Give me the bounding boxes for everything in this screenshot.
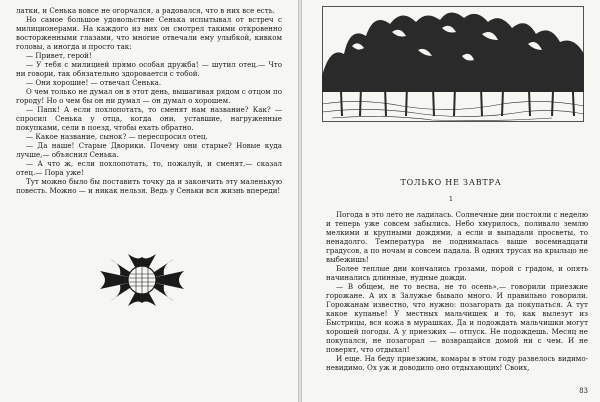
left-page-text <box>16 6 282 195</box>
forest-illustration <box>322 6 584 122</box>
paragraph: — В общем, не то весна, не то осень»,— говорили приезжие горожане. А их в Залужье бывало много. И правильно говорили. Горожанам известно, что нужно: позагорать да покупаться. А тут какое купанье! У местных мальчишек и то, как вылезут из Быстрицы, вся кожа в мурашках. Да и подождать мальчишки могут хорошей погоды. А у приезжих — отпуск. Не подождешь. Месяц не покупался, не позагорал — возвращайся домой ни с чем. И не поверят, что отдыхал! <box>326 282 588 354</box>
right-page-text <box>326 210 588 372</box>
right-page <box>302 0 600 402</box>
paragraph: — У тебя с милицией прямо особая дружба! — шутил отец.— Что ни говори, так обязательно здоровается с тобой. <box>16 60 282 78</box>
paragraph: Погода в это лето не ладилась. Солнечные дни постояли с неделю и теперь уже совсем забылись. Небо хмурилось, поливало землю мелкими и крупными дождями, а если и выпадали просветы, то ненадолго. Температура не поднималась выше восемнадцати градусов, а по ночам и совсем падала. В одних трусах на крыльцо не выбежишь! <box>326 210 588 264</box>
paragraph: О чем только не думал он в этот день, вышагивая рядом с отцом по городу! Но о чем бы он ни думал — он думал о хорошем. <box>16 87 282 105</box>
chapter-title: ТОЛЬКО НЕ ЗАВТРА <box>400 178 502 187</box>
paragraph: И еще. На беду приезжим, комары в этом году развелось видимо-невидимо. Ох уж и доводило оно отдыхающих! Своих, <box>326 354 588 372</box>
page-number: 83 <box>579 387 588 395</box>
paragraph: — Да наше! Старые Дворики. Почему они старые? Новые куда лучше,— объяснил Сенька. <box>16 141 282 159</box>
paragraph: Но самое большое удовольствие Сенька испытывал от встреч с милиционерами. На каждого из них он смотрел такими откровенно восторженными глазами, что многие отвечали ему улыбкой, кивком головы, а иногда и просто так: <box>16 15 282 51</box>
paragraph: — А что ж, если похлопотать, то, пожалуй, и сменят,— сказал отец.— Пора уже! <box>16 159 282 177</box>
paragraph: — Они хорошие! — отвечал Сенька. <box>26 78 162 87</box>
left-page <box>0 0 298 402</box>
paragraph: Более теплые дни кончались грозами, порой с градом, и опять начинались длинные, нудные дожди. <box>326 264 588 282</box>
paragraph: Тут можно было бы поставить точку да и закончить эту маленькую повесть. Можно — и никак нельзя. Ведь у Сеньки вся жизнь впереди! <box>16 177 282 195</box>
paragraph: латки, и Сенька вовсе не огорчался, а радовался, что в них все есть. <box>16 6 275 15</box>
sunflower-ornament <box>98 253 186 307</box>
paragraph: — Какое название, сынок? — переспросил отец. <box>26 132 208 141</box>
paragraph: — Папк! А если похлопотать, то сменят нам название? Как? — спросил Сенька у отца, когда они, уставшие, нагруженные покупками, сели в поезд, чтобы ехать обратно. <box>16 105 282 132</box>
chapter-number: 1 <box>448 195 454 203</box>
paragraph: — Привет, герой! <box>26 51 92 60</box>
